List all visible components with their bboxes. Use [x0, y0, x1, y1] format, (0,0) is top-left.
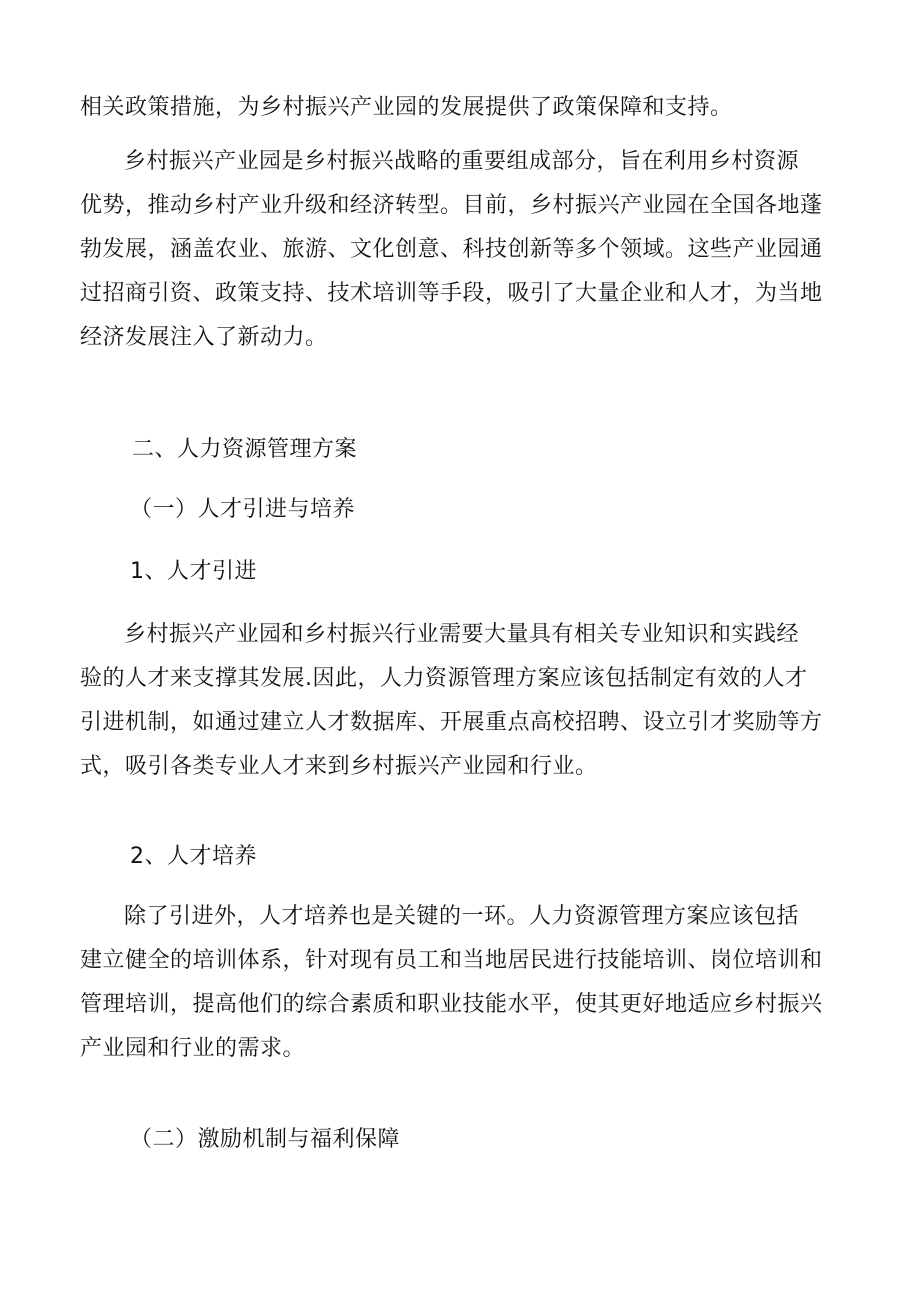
heading-hr-management-plan: 二、人力资源管理方案 — [132, 437, 358, 462]
text-line: 经济发展注入了新动力。 — [80, 325, 328, 350]
paragraph-continuation — [80, 86, 840, 130]
subsection-heading — [130, 488, 890, 532]
text-line: 验的人才来支撑其发展.因此，人力资源管理方案应该包括制定有效的人才 — [80, 666, 808, 691]
section-heading — [132, 428, 892, 472]
text-line: 建立健全的培训体系，针对现有员工和当地居民进行技能培训、岗位培训和 — [80, 948, 823, 973]
text-line: 乡村振兴产业园和乡村振兴行业需要大量具有相关专业知识和实践经 — [124, 622, 800, 647]
text-line: 式，吸引各类专业人才来到乡村振兴产业园和行业。 — [80, 754, 598, 779]
heading-incentive-welfare: （二）激励机制与福利保障 — [130, 1127, 401, 1152]
text-line: 管理培训，提高他们的综合素质和职业技能水平，使其更好地适应乡村振兴 — [80, 992, 823, 1017]
text-line: 乡村振兴产业园是乡村振兴战略的重要组成部分，旨在利用乡村资源 — [124, 149, 800, 174]
heading-talent-introduction-training: （一）人才引进与培养 — [130, 497, 356, 522]
text-line: 优势，推动乡村产业升级和经济转型。目前，乡村振兴产业园在全国各地蓬 — [80, 193, 823, 218]
text-line: 相关政策措施，为乡村振兴产业园的发展提供了政策保障和支持。 — [80, 95, 733, 120]
paragraph-talent-training — [80, 895, 840, 1071]
heading-talent-training: 2、人才培养 — [130, 844, 257, 869]
text-line: 产业园和行业的需求。 — [80, 1036, 306, 1061]
item-heading — [130, 550, 890, 594]
subsection-heading — [130, 1118, 890, 1162]
text-line: 除了引进外，人才培养也是关键的一环。人力资源管理方案应该包括 — [124, 904, 800, 929]
paragraph-talent-introduction — [80, 613, 840, 789]
text-line: 引进机制，如通过建立人才数据库、开展重点高校招聘、设立引才奖励等方 — [80, 710, 823, 735]
item-heading — [130, 835, 890, 879]
paragraph-industrial-park-overview — [80, 140, 840, 360]
text-line: 过招商引资、政策支持、技术培训等手段，吸引了大量企业和人才，为当地 — [80, 281, 823, 306]
heading-talent-introduction: 1、人才引进 — [130, 559, 257, 584]
text-line: 勃发展，涵盖农业、旅游、文化创意、科技创新等多个领域。这些产业园通 — [80, 237, 823, 262]
